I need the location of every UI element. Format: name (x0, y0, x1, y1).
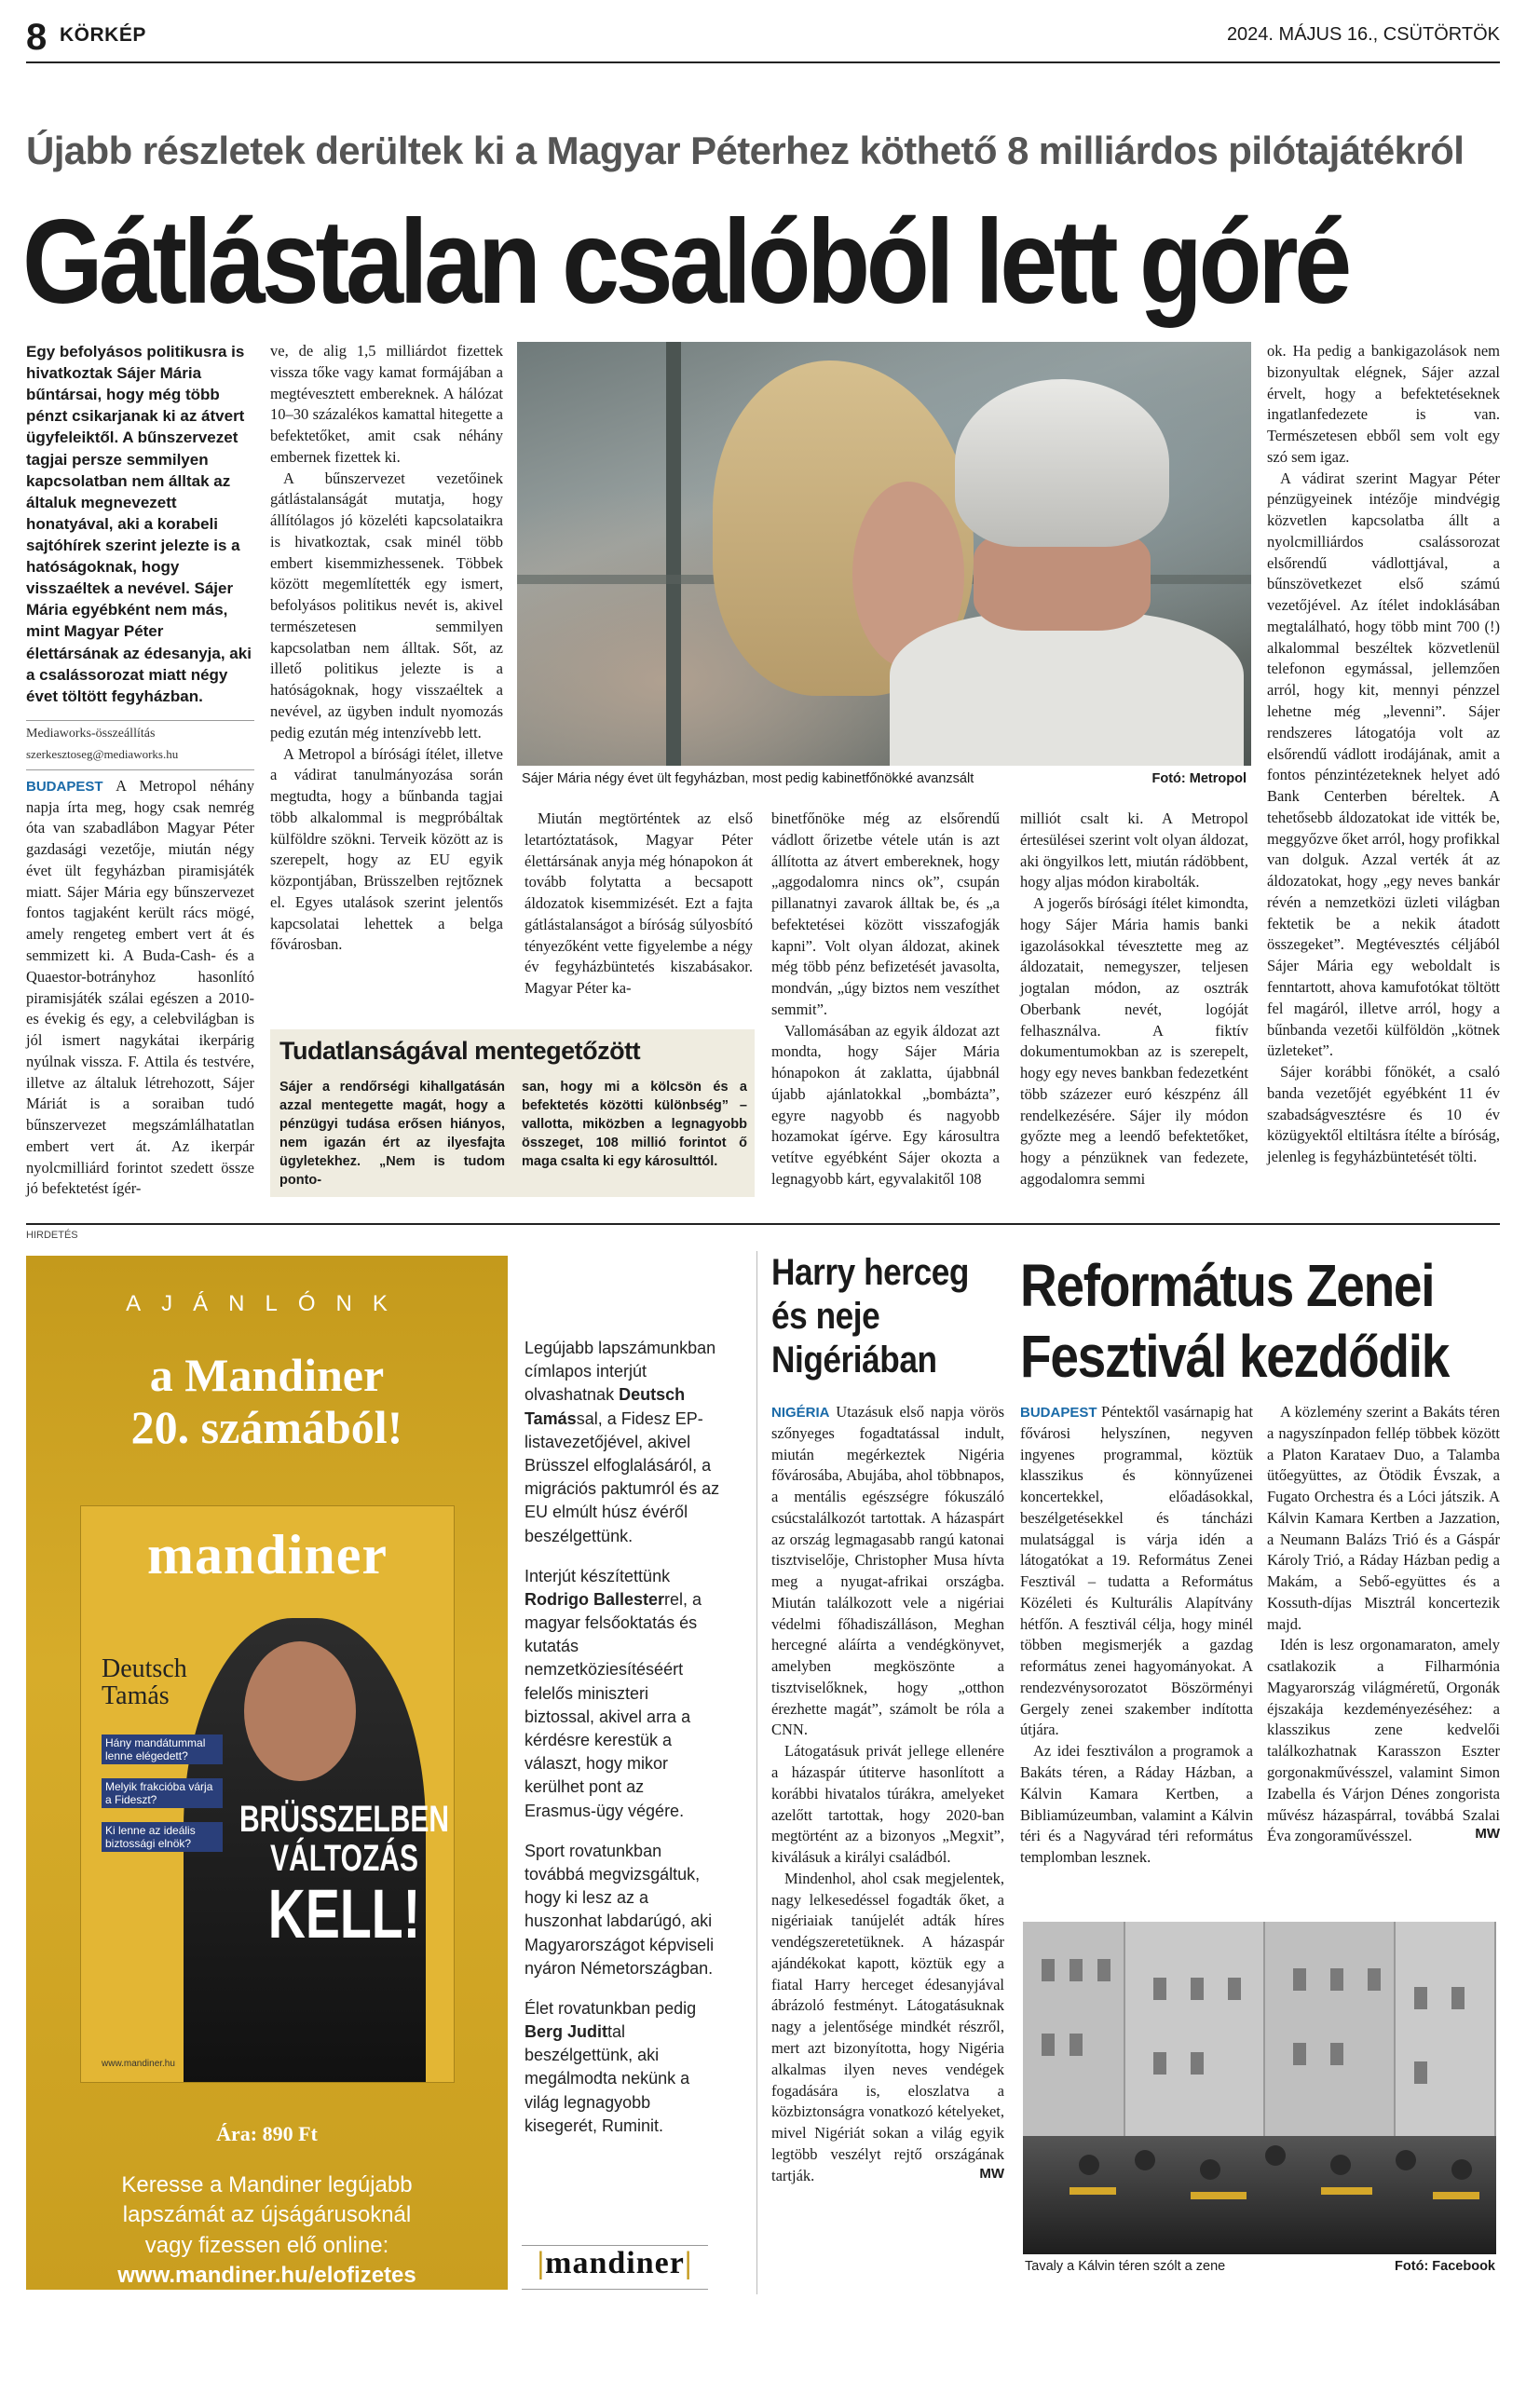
ad-description (525, 1337, 720, 2155)
mandiner-advertisement[interactable] (26, 1256, 508, 2290)
article-paragraph: ok. Ha pedig a bankigazolások nem bizonyultak elégnek, Sájer azzal érvelt, hogy a befektetéseknek ingatlanfedezete is van. Természetesen ebből sem volt egy szó sem igaz. (1267, 342, 1500, 466)
mandiner-logo: |mandiner| (522, 2245, 708, 2290)
ad-title-line1: a Mandiner (149, 1349, 385, 1401)
article-column-3 (525, 809, 753, 1000)
harry-headline-1: Harry herceg (771, 1252, 969, 1293)
photo-caption-row (522, 771, 1247, 786)
cover-name (102, 1655, 187, 1710)
article-paragraph: ve, de alig 1,5 milliárdot fizettek vissza tőke vagy kamat formájában a megtévesztett embereknek. A hálózat 10–30 százalékos kamattal hitegette a befektetőket, amit csak néhány embernek fizettek ki. (270, 342, 503, 466)
article-paragraph: Vallomásában az egyik áldozat azt mondta, hogy Sájer Mária hónapokon át zaklatta, újabbnál újabb ajánlatokkal „bombázta”, egyre nagyobb és nagyobb hozamokat ígérve. Egy károsultra vetítve egyébként Sájer okozta a legnagyobb kárt, egyvalakitől 108 (771, 1021, 1000, 1189)
article-text: Mindenhol, ahol csak megjelentek, nagy lelkesedéssel fogadták őket, a nigériaiak tanújelét adták híres vendégszeretetüknek. A házaspár ajándékokat kapott, köztük egy a fiatal Harry herceget édesanyjával ábrázoló festményt. Látogatásuknak nagy a jelentősége mindkét részről, mert azt bizonyította, hogy Nigéria alkalmas ilyen neves vendégek fogadására is, eloszlatva a közbiztonságra vonatkozó kételyeket, mivel Nigériát sokan a világ egyik legtöbb veszélyt rejtő országának tartják. (771, 1869, 1004, 2184)
sidebar-title: Tudatlanságával mentegetőzött (279, 1037, 641, 1065)
article-paragraph (1267, 1635, 1500, 1847)
cover-question-3: Ki lenne az ideális biztossági elnök? (102, 1822, 223, 1852)
photo-credit: Fotó: Facebook (1395, 2259, 1495, 2274)
issue-date: 2024. MÁJUS 16., CSÜTÖRTÖK (1226, 24, 1500, 45)
cover-headline-3: KELL! (267, 1875, 421, 1952)
article-paragraph (771, 1869, 1004, 2186)
article-paragraph: Az idei fesztiválon a programok a Bakáts téren, a Ráday Házban, a Kálvin Kamara Kertben, a Bibliamúzeumban, valamint a Kálvin téri és a Nagyvárad téri református templomban lesznek. (1020, 1742, 1253, 1867)
article-paragraph: A jogerős bírósági ítélet kimondta, hogy Sájer Mária hamis banki igazolásokkal tévesztette meg az áldozatait, nemegyszer, teljesen jogtalan módon, az osztrák Oberbank nevét, logóját felhasználva. A fiktív dokumentumokban az is szerepelt, hogy egy neves bankban fedezetként több százezer euró készpénz áll rendelkezésére. Sájer ily módon győzte meg a leendő befektetőket, hogy a pénzüknek van fedezete, aggodalomra semmi (1020, 894, 1248, 1189)
byline-name: Mediaworks-összeállítás (26, 726, 156, 741)
page-number: 8 (26, 17, 48, 58)
article-paragraph: Látogatásuk privát jellege ellenére a házaspár útiterve hasonlított a korábbi hivatalos túrákra, amelyeket azelőtt tartottak, hogy 2020-ban megtörtént az a bizonyos „Megxit”, kiválásuk a királyi családból. (771, 1742, 1004, 1867)
article-photo (517, 342, 1251, 766)
author-signature: MW (979, 2165, 1004, 2182)
article-headline: Gátlástalan csalóból lett góré (22, 196, 1348, 329)
article-paragraph: A bűnszervezet vezetőinek gátlástalanságát mutatja, hogy állítólagos jó közeléti kapcsolataikra is hivatkoztak, csak minél több embert kisemmizhessenek. Többek között megemlítették egy ismert, befolyásos politikus nevét is, akivel természetesen semmilyen kapcsolatban nem álltak. Sőt, az illető politikus jelezte is a hatóságoknak, hogy visszaéltek a nevével, az ügyben indult nyomozás pedig ezután még intenzívebb lett. (270, 469, 503, 741)
sidebar-text-col2: san, hogy mi a kölcsön és a befektetés közötti különbség” – vallotta, miközben a legnagyobb összeget, 108 millió forintot ő maga csalta ki egy károsulttól. (522, 1080, 747, 1169)
ad-subscribe-link[interactable]: www.mandiner.hu/elofizetes (117, 2263, 416, 2289)
magazine-cover (80, 1505, 455, 2083)
cover-face (244, 1641, 356, 1781)
festival-headline (1020, 1251, 1450, 1392)
header-rule (26, 61, 1500, 63)
article-paragraph: Miután megtörténtek az első letartóztatások, Magyar Péter élettársának anyja még hónapokon át tovább folytatta a becsapott áldozatok kisemmizését. Ezt a fajta gátlástalanságot a bíróság súlyosbító tényezőként vette figyelembe a négy év fegyházbüntetés kiszabásakor. Magyar Péter ka- (525, 809, 753, 998)
article-paragraph: milliót csalt ki. A Metropol értesülései szerint volt olyan áldozat, aki öngyilkos lett, miután rádöbbent, hogy aljas módon kirabolták. (1020, 809, 1248, 891)
article-paragraph: A közlemény szerint a Bakáts téren a nagyszínpadon fellép többek között a Platon Karataev Duo, a Talamba ütőegyüttes, az Ötödik Évszak, a Fugato Orchestra és a Lóci játszik. A Kálvin Kamara Kertben a Jazzation, a Neumann Balázs Trió és a Gáspár Károly Trió, a Ráday Házban pedig a Makám, a Sebő-együttes és a Kossuth-díjas Misztrál koncertezik majd. (1267, 1403, 1500, 1633)
sidebar-box (270, 1029, 755, 1197)
article-lead: Egy befolyásos politikusra is hivatkoztak Sájer Mária bűntársai, hogy még több pénzt csikarjanak ki az átvert ügyfeleiktől. A bűnszervezet tagjai persze semmilyen kapcsolatban nem álltak az általuk megnevezett honatyával, aki a korabeli sajtóhírek szerint jelezte is a hatóságoknak, hogy visszaéltek a nevével. Sájer Mária egyébként nem más, mint Magyar Péter élettársának az édesanyja, aki a csalássorozat miatt négy évet töltött fegyházban. (26, 343, 252, 705)
ad-label: HIRDETÉS (26, 1230, 78, 1241)
dateline: NIGÉRIA (771, 1405, 830, 1421)
ad-paragraph: Sport rovatunkban továbbá megvizsgáltuk, hogy ki lesz az a huszonhat labdarúgó, aki Magyarországot képviseli nyáron Németországban. (525, 1841, 715, 1978)
article-paragraph (771, 1402, 1004, 1741)
cover-url: www.mandiner.hu (102, 2059, 175, 2069)
festival-photo (1023, 1922, 1496, 2254)
sidebar-text-col1: Sájer a rendőrségi kihallgatásán azzal mentegette magát, hogy a pénzügyi tudása erősen hiányos, nem igazán ért az ilyesfajta ügyletekhez. „Nem is tudom ponto- (279, 1080, 505, 1188)
article-text: Péntektől vasárnapig hat fővárosi helyszínen, negyven ingyenes programmal, köztük klasszikus és könnyűzenei koncertekkel, előadásokkal, beszélgetésekkel és táncházi mulatsággal is várja idén a látogatókat a 19. Református Zenei Fesztivál – tudatta a Református Közéleti és Kulturális Alapítvány hétfőn. A fesztivál célja, hogy minél többen megismerjék a gazdag református zenei hagyományokat. A rendezvénysorozatot Böszörményi Gergely zenei szakember indította útjára. (1020, 1403, 1253, 1739)
festival-column-1 (1020, 1402, 1253, 1869)
author-signature: MW (1475, 1826, 1500, 1843)
article-column-5 (1020, 809, 1248, 1190)
section-divider (26, 1223, 1500, 1225)
harry-headline (771, 1251, 973, 1383)
festival-column-2 (1267, 1402, 1500, 1847)
cover-headline-2: VÁLTOZÁS (270, 1838, 418, 1879)
article-paragraph (26, 776, 254, 1200)
byline-email[interactable]: szerkesztoseg@mediaworks.hu (26, 746, 179, 761)
ad-cta-line3: vagy fizessen elő online: (144, 2232, 389, 2258)
ad-cta-line1: Keresse a Mandiner legújabb (121, 2172, 413, 2197)
article-column-6 (1267, 341, 1500, 1168)
article-paragraph: A vádirat szerint Magyar Péter pénzügyeinek intézője mindvégig közvetlen kapcsolatba állt a nyolcmilliárdos csalássorozat elsőrendű vádlottjával, a bűnszövetkezet első számú vezetőjével. Az ítélet indoklásában megtalálható, hogy több mint 700 (!) alkalommal beszéltek közvetlenül telefonon egymással, jellemzően arról, hogy kit, mennyi pénzzel lehetne még „levenni”. Sájer rendszeres látogatója volt az elsőrendű vádlott irodájának, amit a fontos pénzintézeteknek helyet adó Bank Centerben béreltek. A tehetősebb áldozatokat ide vitték be, meggyőzve őket arról, hogy profikkal van dolguk. Azzal verték át az áldozatokat, hogy „egy neves bankár révén a nemzetközi üzleti világban fektetik be a nekik átadott összegeket”. Megtévesztés céljából Sájer Mária egy weboldalt is fenntartott, ahova kamufotókat töltött fel magáról, illetve arról, hogy a bűnbanda vezetői külföldön „kötnek üzleteket”. (1267, 469, 1500, 1060)
harry-headline-2: és neje (771, 1296, 880, 1338)
article-paragraph (1020, 1402, 1253, 1741)
cover-masthead: mandiner (146, 1524, 388, 1585)
photo-credit: Fotó: Metropol (1151, 771, 1247, 786)
photo-caption: Tavaly a Kálvin téren szólt a zene (1025, 2259, 1226, 2274)
festival-headline-2: Fesztivál kezdődik (1020, 1322, 1450, 1390)
ad-kicker: AJÁNLÓNK (126, 1291, 408, 1316)
dateline: BUDAPEST (26, 778, 103, 795)
cover-question-2: Melyik frakcióba várja a Fideszt? (102, 1778, 223, 1808)
article-kicker: Újabb részletek derültek ki a Magyar Péterhez köthető 8 milliárdos pilótajátékról (26, 129, 1465, 172)
article-text: Idén is lesz orgonamaraton, amely csatlakozik a Filharmónia Magyarország világméretű, Orgonák éjszakája kezdeményezéséhez: a klasszikus zene kedvelői találkozhatnak Karasszon Eszter gorgonakművésszel, valamint Simon Izabella és Várjon Dénes zongorista művész házaspárral, továbbá Szalai Éva zongoraművésszel. (1267, 1636, 1500, 1845)
ad-cta-line2: lapszámát az újságárusoknál (122, 2202, 412, 2228)
ad-price: Ára: 890 Ft (216, 2122, 318, 2145)
ad-paragraph: Élet rovatunkban pedig Berg Judittal beszélgettünk, aki megálmodta nekünk a világ legnagyobb kisegerét, Ruminit. (525, 1998, 697, 2135)
article-column-4 (771, 809, 1000, 1190)
ad-title (26, 1349, 508, 1453)
harry-headline-3: Nigériában (771, 1340, 937, 1381)
festival-headline-1: Református Zenei (1020, 1252, 1435, 1319)
article-text: A Metropol néhány napja írta meg, hogy csak nemrég óta van szabadlábon Magyar Péter gazdasági vezetője, miután négy évet ült fegyházban piramisjáték miatt. Sájer Mária egy bűnszervezet fontos tagjaként került rács mögé, amely rengeteg embert vert át és semmizett ki. A Buda-Cash- és a Quaestor-botrányhoz hasonlító piramisjáték szálai egészen a 2010-es évekig és egy, a celebvilágban is jól ismert nagykátai ikerpárig nyúlnak vissza. F. Attila és testvére, illetve az általuk létrehozott, Sájer Máriát is a soraiban tudó bűnszervezet megszámlálhatatlan embert vert át. Az ikerpár nyolcmilliárd forintot szedett össze jó befektetést ígér- (26, 776, 255, 1198)
festival-photo-caption-row (1025, 2259, 1495, 2274)
ad-title-line2: 20. számából! (130, 1401, 403, 1453)
article-paragraph: A Metropol a bírósági ítélet, illetve a vádirat tanulmányozása során megtudta, hogy a bűnbanda tagjai több alkalommal is megpróbáltak külföldre szökni. Terveik között az is szerepelt, hogy az EU egyik központjában, Brüsszelben rejtőznek el. Egyes utalások szerint jelentős kapcsolatai lehettek a belga fővárosban. (270, 744, 503, 954)
article-column-2 (270, 341, 503, 956)
article-text: Utazásuk első napja vörös szőnyeges fogadtatással indult, miután megérkeztek Nigéria fővárosába, Abujába, ahol többnapos, a mentális egészségre fókuszáló csúcstalálkozót tartottak. A házaspárt az ország legmagasabb rangú katonai tisztviselője, Christopher Musa hívta meg a nyugat-afrikai országba. Miután találkozott vele a nigériai védelmi főhadiszálláson, Meghan hercegné aláírta a vendégkönyvet, amelyben megköszönte a tisztviselőknek, hogy „otthon érezhette magát”, számolt be róla a CNN. (771, 1403, 1004, 1739)
cover-name-last: Tamás (102, 1681, 170, 1711)
photo-caption: Sájer Mária négy évet ült fegyházban, most pedig kabinetfőnökké avanzsált (522, 771, 974, 786)
ad-paragraph: Interjút készítettünk Rodrigo Ballesterrel, a magyar felsőoktatás és kutatás nemzetköziesítéséért felelős miniszteri biztossal, akivel arra a kérdésre kerestük a választ, hogy mikor kerülhet pont az Erasmus-ügy végére. (525, 1566, 702, 1820)
column-divider (756, 1251, 757, 2294)
cover-headline-1: BRÜSSZELBEN (239, 1799, 450, 1840)
byline (26, 720, 254, 762)
ad-cta (26, 2170, 508, 2292)
ad-paragraph: Legújabb lapszámunkban címlapos interjút olvashatnak Deutsch Tamással, a Fidesz EP-listavezetőjével, akivel Brüsszel elfoglalásáról, a migrációs paktumról és az EU elmúlt húsz évéről beszélgettünk. (525, 1339, 720, 1545)
dateline: BUDAPEST (1020, 1405, 1097, 1421)
cover-question-1: Hány mandátummal lenne elégedett? (102, 1735, 223, 1764)
section-name: KÖRKÉP (60, 24, 146, 46)
article-paragraph: binetfőnöke még az elsőrendű vádlott őrizetbe vétele után is azt állította az átvert embereknek, hogy „aggodalomra nincs ok”, csupán pillanatnyi zavarok álltak be, és „a befektetései között visszafogják kapni”. Volt olyan áldozat, akinek még több pénz befizetését javasolta, mondván, „úgy biztos nem veszíthet semmit”. (771, 809, 1000, 1018)
page-header (26, 17, 1500, 91)
cover-name-first: Deutsch (102, 1654, 187, 1683)
article-paragraph: Sájer korábbi főnökét, a csaló banda vezetőjét egyébként 11 év szabadságvesztésre és 10 év közügyektől eltiltásra ítélte a bíróság, jelenleg is fegyházbüntetését tölti. (1267, 1063, 1500, 1166)
cover-headline (239, 1800, 449, 1951)
article-column-1 (26, 341, 254, 1200)
harry-article-body (771, 1402, 1004, 2186)
